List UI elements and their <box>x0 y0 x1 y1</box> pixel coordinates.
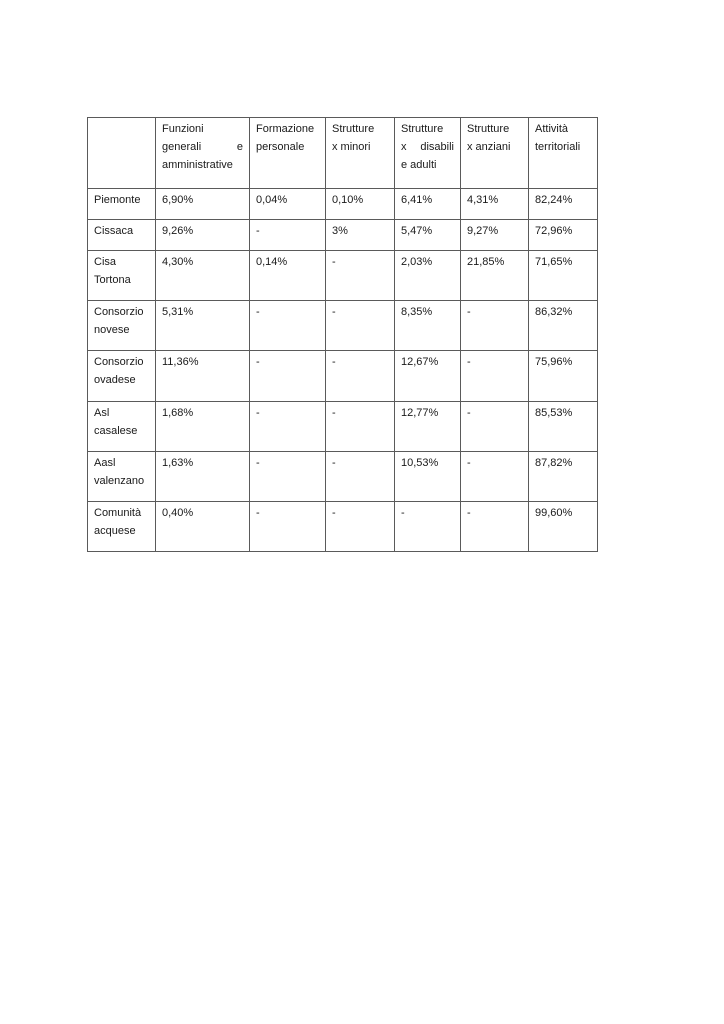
row-label-cell: Asl casalese <box>88 402 156 452</box>
cell-anziani: 9,27% <box>461 220 529 251</box>
table-row <box>88 452 598 502</box>
table-row <box>88 189 598 220</box>
cell-territoriali: 85,53% <box>529 402 598 452</box>
row-label-cell: Consorzio novese <box>88 301 156 351</box>
cell-minori: 3% <box>326 220 395 251</box>
cell-funzioni: 6,90% <box>156 189 250 220</box>
header-strutture-disabili <box>395 118 461 189</box>
table-row <box>88 301 598 351</box>
cell-disabili: - <box>395 502 461 552</box>
cell-formazione: - <box>250 220 326 251</box>
cell-funzioni: 9,26% <box>156 220 250 251</box>
header-attivita-territoriali <box>529 118 598 189</box>
header-strutture-minori <box>326 118 395 189</box>
cell-formazione: - <box>250 351 326 402</box>
header-text: Funzioni <box>162 123 204 135</box>
header-text: x anziani <box>467 141 511 153</box>
cell-minori: 0,10% <box>326 189 395 220</box>
header-text: e adulti <box>401 159 437 171</box>
cell-funzioni: 1,68% <box>156 402 250 452</box>
cell-minori: - <box>326 301 395 351</box>
cell-formazione: 0,04% <box>250 189 326 220</box>
header-text: x minori <box>332 141 371 153</box>
row-label-cell: Comunità acquese <box>88 502 156 552</box>
header-text: e <box>236 141 243 153</box>
cell-anziani: - <box>461 502 529 552</box>
header-text: disabili <box>420 141 454 153</box>
table-header-row <box>88 118 598 189</box>
cell-disabili: 10,53% <box>395 452 461 502</box>
header-strutture-anziani <box>461 118 529 189</box>
cell-anziani: 21,85% <box>461 251 529 301</box>
header-text: Attività <box>535 123 569 135</box>
cell-formazione: - <box>250 452 326 502</box>
cell-anziani: - <box>461 402 529 452</box>
header-text: Formazione <box>256 123 315 135</box>
cell-disabili: 12,67% <box>395 351 461 402</box>
cell-minori: - <box>326 502 395 552</box>
cell-territoriali: 71,65% <box>529 251 598 301</box>
header-text: Strutture <box>332 123 375 135</box>
cell-funzioni: 11,36% <box>156 351 250 402</box>
header-text: Strutture <box>467 123 510 135</box>
cell-territoriali: 86,32% <box>529 301 598 351</box>
cell-formazione: - <box>250 301 326 351</box>
cell-minori: - <box>326 402 395 452</box>
cell-funzioni: 4,30% <box>156 251 250 301</box>
cell-disabili: 8,35% <box>395 301 461 351</box>
row-label-cell: Cisa Tortona <box>88 251 156 301</box>
cell-funzioni: 1,63% <box>156 452 250 502</box>
cell-anziani: - <box>461 452 529 502</box>
row-label-cell: Cissaca <box>88 220 156 251</box>
header-corner-cell <box>88 118 156 189</box>
cell-territoriali: 87,82% <box>529 452 598 502</box>
cell-anziani: - <box>461 351 529 402</box>
expenditure-table <box>87 117 598 552</box>
header-text: Strutture <box>401 123 444 135</box>
cell-minori: - <box>326 251 395 301</box>
cell-territoriali: 82,24% <box>529 189 598 220</box>
row-label-cell: Piemonte <box>88 189 156 220</box>
header-text: generali <box>162 141 202 153</box>
cell-funzioni: 5,31% <box>156 301 250 351</box>
header-text: personale <box>256 141 305 153</box>
cell-territoriali: 99,60% <box>529 502 598 552</box>
header-funzioni-generali <box>156 118 250 189</box>
cell-anziani: - <box>461 301 529 351</box>
cell-formazione: - <box>250 402 326 452</box>
cell-disabili: 2,03% <box>395 251 461 301</box>
header-text: territoriali <box>535 141 581 153</box>
table-row <box>88 402 598 452</box>
header-text: x <box>401 141 407 153</box>
cell-disabili: 5,47% <box>395 220 461 251</box>
cell-formazione: 0,14% <box>250 251 326 301</box>
header-formazione-personale <box>250 118 326 189</box>
table-row <box>88 220 598 251</box>
cell-disabili: 6,41% <box>395 189 461 220</box>
table-row <box>88 251 598 301</box>
cell-formazione: - <box>250 502 326 552</box>
cell-funzioni: 0,40% <box>156 502 250 552</box>
header-text: amministrative <box>162 159 233 171</box>
cell-territoriali: 72,96% <box>529 220 598 251</box>
table-row <box>88 502 598 552</box>
cell-minori: - <box>326 452 395 502</box>
cell-minori: - <box>326 351 395 402</box>
table-row <box>88 351 598 402</box>
cell-territoriali: 75,96% <box>529 351 598 402</box>
row-label-cell: Aasl valenzano <box>88 452 156 502</box>
cell-anziani: 4,31% <box>461 189 529 220</box>
row-label-cell: Consorzio ovadese <box>88 351 156 402</box>
cell-disabili: 12,77% <box>395 402 461 452</box>
